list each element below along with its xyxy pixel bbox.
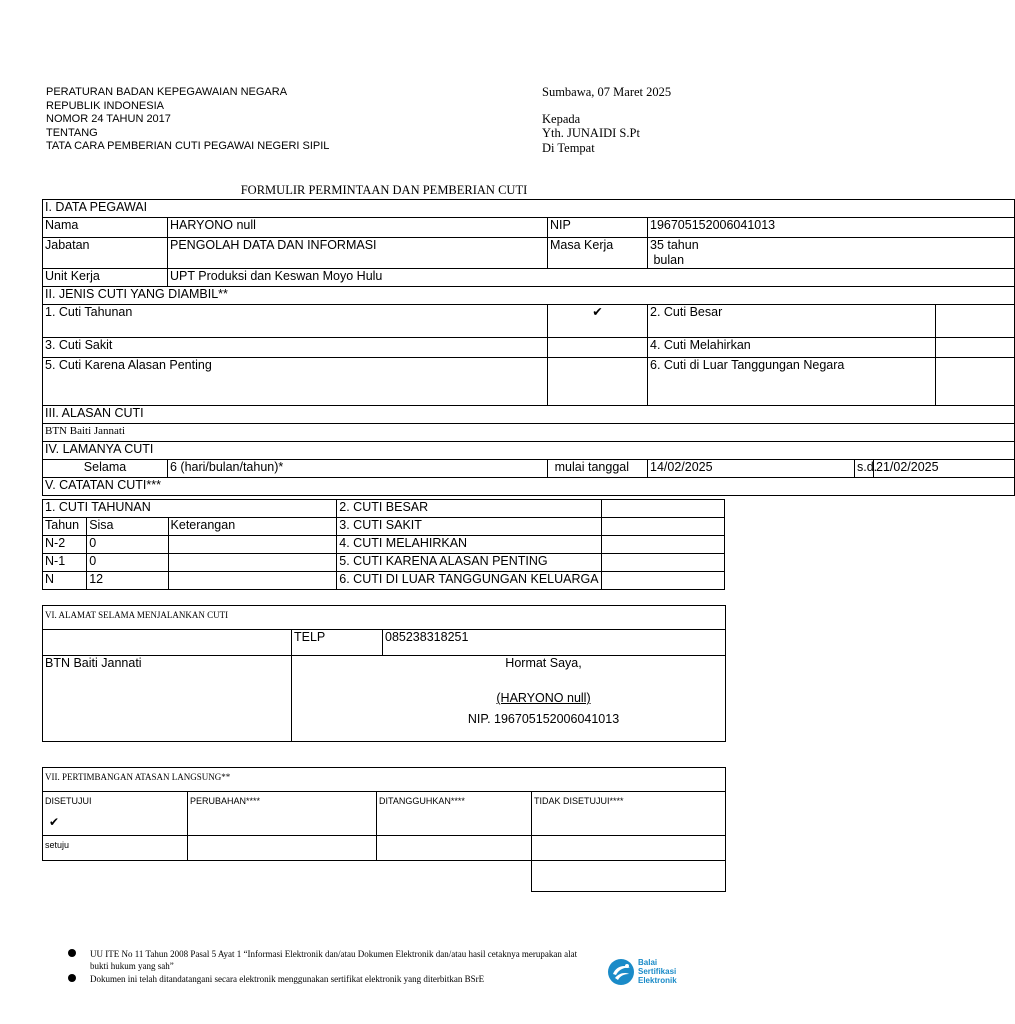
footer-line-1: UU ITE No 11 Tahun 2008 Pasal 5 Ayat 1 “Informasi Elektronik dan/atau Dokumen Elektronik dan/atau hasil cetaknya merupakan alat bukti hukum yang sah”	[90, 949, 578, 971]
cuti-besar-notes-value	[602, 500, 725, 518]
bullet-icon	[68, 974, 76, 982]
cuti-tahunan-label: 1. Cuti Tahunan	[43, 305, 548, 338]
to-name: Yth. JUNAIDI S.Pt	[542, 126, 640, 140]
cuti-melahirkan-check	[936, 338, 1015, 358]
cuti-besar-label: 2. Cuti Besar	[648, 305, 936, 338]
footer-item	[68, 948, 588, 972]
bsre-logo	[606, 957, 692, 987]
table-row	[43, 536, 725, 554]
alasan-cuti-value: BTN Baiti Jannati	[43, 424, 1015, 442]
atasan-signature-cell	[532, 861, 726, 892]
table-row	[43, 572, 725, 590]
cuti-luar-tanggungan-label: 6. Cuti di Luar Tanggungan Negara	[648, 358, 936, 406]
cuti-sakit-notes-label: 3. CUTI SAKIT	[337, 518, 602, 536]
section-6-title: VI. ALAMAT SELAMA MENJALANKAN CUTI	[43, 606, 726, 630]
to-label: Kepada	[542, 111, 581, 126]
sd-label: s.d.	[855, 460, 874, 478]
sisa-cell: 12	[87, 572, 168, 590]
checkmark-icon: ✔	[49, 815, 60, 829]
jabatan-label: Jabatan	[43, 238, 168, 269]
pertimbangan-note: setuju	[43, 836, 188, 861]
col-sisa: Sisa	[87, 518, 168, 536]
tidak-disetujui-label: TIDAK DISETUJUI****	[532, 792, 726, 836]
selama-value: 6 (hari/bulan/tahun)*	[168, 460, 548, 478]
bullet-icon	[68, 949, 76, 957]
regulation-line-2: REPUBLIK INDONESIA	[46, 99, 164, 112]
mulai-tanggal-label: mulai tanggal	[548, 460, 648, 478]
masa-kerja-bulan: bulan	[650, 253, 685, 267]
cuti-luar-tanggungan-check	[936, 358, 1015, 406]
empty-cell	[377, 861, 532, 892]
nip-value: 196705152006041013	[648, 218, 1015, 238]
disetujui-cell	[43, 792, 188, 836]
unit-kerja-value: UPT Produksi dan Keswan Moyo Hulu	[168, 269, 1015, 287]
regulation-line-4: TENTANG	[46, 126, 98, 139]
cuti-besar-notes-label: 2. CUTI BESAR	[337, 500, 602, 518]
masa-kerja-label: Masa Kerja	[548, 238, 648, 269]
logo-line-3: Elektronik	[638, 976, 677, 985]
cuti-luar-tanggungan-notes-value	[602, 572, 725, 590]
cuti-alasan-penting-check	[548, 358, 648, 406]
nama-label: Nama	[43, 218, 168, 238]
telp-value: 085238318251	[383, 630, 726, 656]
masa-kerja-tahun: 35 tahun	[650, 238, 699, 252]
signer-name: (HARYONO null)	[496, 691, 591, 705]
tahun-cell: N	[43, 572, 87, 590]
cuti-alasan-penting-label: 5. Cuti Karena Alasan Penting	[43, 358, 548, 406]
cuti-tahunan-notes-label: 1. CUTI TAHUNAN	[43, 500, 337, 518]
telp-label: TELP	[292, 630, 383, 656]
cuti-sakit-notes-value	[602, 518, 725, 536]
tahun-cell: N-2	[43, 536, 87, 554]
footer-line-2: Dokumen ini telah ditandatangani secara elektronik menggunakan sertifikat elektronik yang diterbitkan BSrE	[90, 974, 485, 984]
masa-kerja-value	[648, 238, 1015, 269]
pertimbangan-atasan-table	[42, 767, 726, 892]
to-place: Di Tempat	[542, 140, 595, 155]
signer-nip: NIP. 196705152006041013	[467, 712, 620, 726]
section-2-title: II. JENIS CUTI YANG DIAMBIL**	[43, 287, 1015, 305]
alamat-cuti-table	[42, 605, 726, 742]
cuti-alasan-penting-notes-value	[602, 554, 725, 572]
bsre-emblem-icon	[606, 957, 636, 987]
cuti-sakit-check	[548, 338, 648, 358]
cuti-luar-tanggungan-notes-label: 6. CUTI DI LUAR TANGGUNGAN KELUARGA	[337, 572, 602, 590]
sisa-cell: 0	[87, 554, 168, 572]
mulai-tanggal-value: 14/02/2025	[648, 460, 855, 478]
jabatan-value: PENGOLAH DATA DAN INFORMASI	[168, 238, 548, 269]
empty-cell	[188, 861, 377, 892]
cuti-sakit-label: 3. Cuti Sakit	[43, 338, 548, 358]
ditangguhkan-label: DITANGGUHKAN****	[377, 792, 532, 836]
alamat-blank-cell	[43, 630, 292, 656]
disetujui-label: DISETUJUI	[45, 796, 92, 806]
nama-value: HARYONO null	[168, 218, 548, 238]
signature-block	[292, 656, 726, 742]
section-4-title: IV. LAMANYA CUTI	[43, 442, 1015, 460]
col-tahun: Tahun	[43, 518, 87, 536]
empty-cell	[43, 861, 188, 892]
section-5-title: V. CATATAN CUTI***	[43, 478, 1015, 496]
cuti-tahunan-check	[548, 305, 648, 338]
footer-item	[68, 973, 588, 985]
tidak-disetujui-note	[532, 836, 726, 861]
col-keterangan: Keterangan	[168, 518, 337, 536]
perubahan-label: PERUBAHAN****	[188, 792, 377, 836]
cuti-alasan-penting-notes-label: 5. CUTI KARENA ALASAN PENTING	[337, 554, 602, 572]
cuti-melahirkan-label: 4. Cuti Melahirkan	[648, 338, 936, 358]
keterangan-cell	[168, 572, 337, 590]
table-row	[43, 554, 725, 572]
sisa-cell: 0	[87, 536, 168, 554]
footer-notes	[68, 948, 588, 986]
nip-label: NIP	[548, 218, 648, 238]
tahun-cell: N-1	[43, 554, 87, 572]
alamat-value: BTN Baiti Jannati	[43, 656, 292, 742]
catatan-cuti-table	[42, 499, 725, 590]
keterangan-cell	[168, 536, 337, 554]
sd-value: 21/02/2025	[874, 460, 1015, 478]
unit-kerja-label: Unit Kerja	[43, 269, 168, 287]
regulation-line-1: PERATURAN BADAN KEPEGAWAIAN NEGARA	[46, 86, 288, 98]
leave-form-table	[42, 199, 1015, 496]
perubahan-note	[188, 836, 377, 861]
cuti-melahirkan-notes-value	[602, 536, 725, 554]
hormat-saya: Hormat Saya,	[505, 656, 582, 670]
cuti-besar-check	[936, 305, 1015, 338]
section-1-title: I. DATA PEGAWAI	[43, 200, 1015, 218]
keterangan-cell	[168, 554, 337, 572]
letter-date: Sumbawa, 07 Maret 2025	[542, 85, 672, 99]
ditangguhkan-note	[377, 836, 532, 861]
regulation-line-3: NOMOR 24 TAHUN 2017	[46, 113, 171, 125]
logo-line-1: Balai	[638, 958, 658, 967]
bsre-logo-text	[638, 958, 677, 985]
regulation-header	[46, 86, 329, 154]
addressee-block	[542, 85, 671, 155]
selama-label: Selama	[43, 460, 168, 478]
form-title: FORMULIR PERMINTAAN DAN PEMBERIAN CUTI	[240, 183, 528, 197]
logo-line-2: Sertifikasi	[638, 967, 677, 976]
checkmark-icon: ✔	[592, 305, 603, 319]
section-7-title: VII. PERTIMBANGAN ATASAN LANGSUNG**	[43, 768, 726, 792]
section-3-title: III. ALASAN CUTI	[43, 406, 1015, 424]
regulation-line-5: TATA CARA PEMBERIAN CUTI PEGAWAI NEGERI SIPIL	[46, 140, 330, 152]
cuti-melahirkan-notes-label: 4. CUTI MELAHIRKAN	[337, 536, 602, 554]
